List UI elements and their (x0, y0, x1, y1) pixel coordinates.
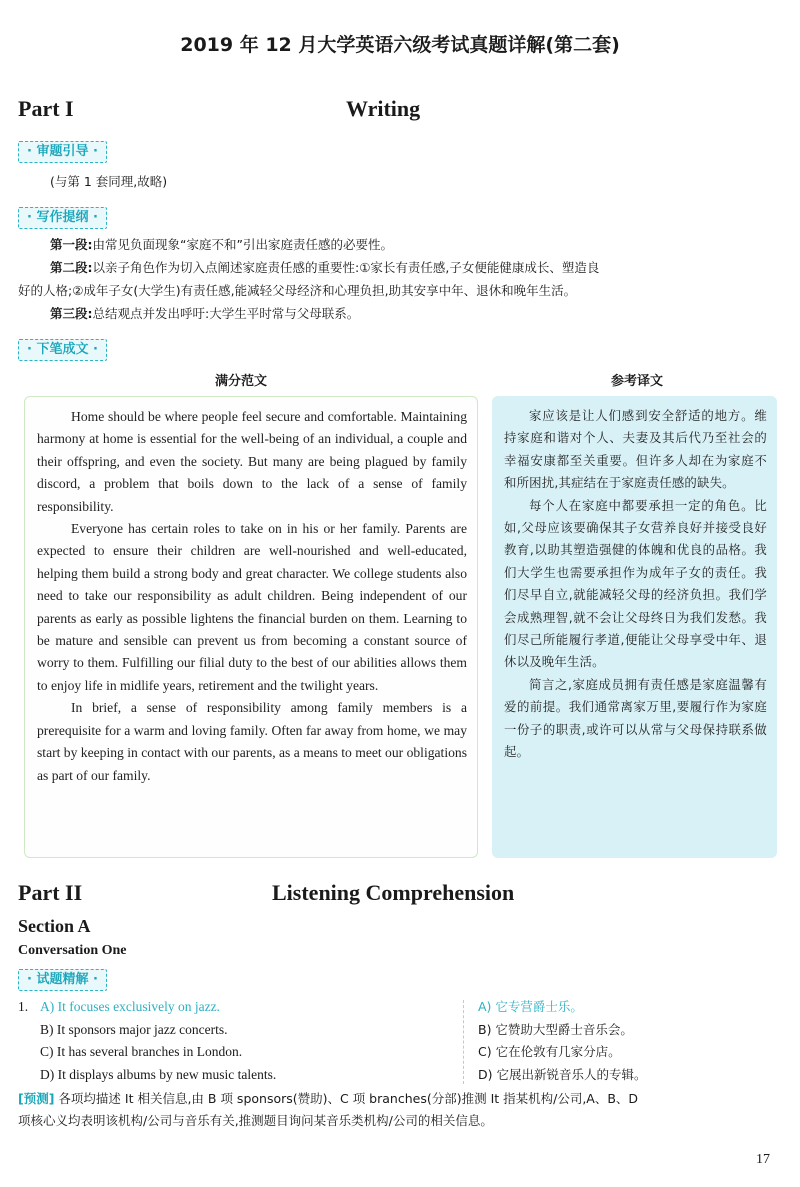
translation-heading: 参考译文 (611, 374, 664, 389)
prediction-line1 (18, 1088, 788, 1109)
translation-box (492, 396, 777, 858)
prediction-text: 各项均描述 It 相关信息,由 B 项 sponsors(赞助)、C 项 branches(分部)推测 It 指某机构/公司,A、B、D (58, 1091, 639, 1106)
option-a-cn: A) 它专营爵士乐。 (478, 999, 583, 1014)
outline-p2 (50, 256, 790, 279)
model-essay-box (24, 396, 478, 858)
conversation-label: Conversation One (18, 943, 127, 958)
part1-heading: Writing (346, 96, 421, 121)
outline-p1-label: 第一段: (50, 237, 93, 252)
page-number: 17 (756, 1152, 770, 1167)
part1-label: Part I (18, 96, 74, 121)
question-options-cn (478, 996, 646, 1086)
outline-p2-label: 第二段: (50, 260, 93, 275)
option-c-cn: C) 它在伦敦有几家分店。 (478, 1044, 621, 1059)
option-b-cn: B) 它赞助大型爵士音乐会。 (478, 1021, 633, 1037)
part2-label: Part II (18, 880, 83, 905)
essay-en-paragraph: In brief, a sense of responsibility among family members is a prerequisite for a warm and loving family. Often far away from home, we may start by keeping in contact with our parents, as a means to meet our obligations as part of our family. (37, 700, 467, 783)
prediction-label: [预测] (18, 1091, 55, 1106)
compose-tag: · 下笔成文 · (18, 339, 107, 361)
option-c-en: C) It has several branches in London. (40, 1044, 243, 1059)
essay-cn-paragraph: 家应该是让人们感到安全舒适的地方。维持家庭和谐对个人、夫妻及其后代乃至社会的幸福安康都至关重要。但许多人却在为家庭不和所困扰,其症结在于家庭责任感的缺失。 (504, 408, 767, 491)
review-text: (与第 1 套同理,故略) (50, 174, 168, 189)
question-number: 1. (18, 999, 29, 1014)
option-a-en: A) It focuses exclusively on jazz. (40, 999, 220, 1014)
model-essay-heading: 满分范文 (215, 374, 268, 389)
outline-p3 (50, 302, 785, 325)
outline-p1 (50, 233, 785, 256)
essay-en-paragraph: Home should be where people feel secure and comfortable. Maintaining harmony at home is essential for the well-being of an individual, a couple and their offspring, and even the society. But many are being plagued by family discord, a problem that boils down to the lack of a sense of family responsibility. (37, 409, 467, 514)
outline-p3-text: 总结观点并发出呼吁:大学生平时常与父母联系。 (92, 306, 360, 321)
option-d-en: D) It displays albums by new music talents. (40, 1066, 277, 1082)
essay-en-paragraph: Everyone has certain roles to take on in his or her family. Parents are expected to ensure their children are well-nourished and well-educated, helping them build a strong body and great character. We college students also need to take our responsibility as adult children. Being independent of our parents as early as possible lightens the financial burden on them. Learning to be mature and sensible can prevent us from becoming a constant source of worry to them. Fulfilling our filial duty to the best of our abilities allows them to enjoy life in midlife years, retirement and the twilight years. (37, 521, 467, 693)
option-b-en: B) It sponsors major jazz concerts. (40, 1021, 228, 1037)
page-title: 2019 年 12 月大学英语六级考试真题详解(第二套) (180, 34, 620, 56)
essay-cn-paragraph: 简言之,家庭成员拥有责任感是家庭温馨有爱的前提。我们通常离家万里,要履行作为家庭一份子的职责,或许可以从常与父母保持联系做起。 (504, 676, 767, 760)
review-tag: · 审题引导 · (18, 141, 107, 163)
section-label: Section A (18, 916, 91, 936)
outline-p3-label: 第三段: (50, 306, 93, 321)
outline-p1-text: 由常见负面现象“家庭不和”引出家庭责任感的必要性。 (92, 237, 393, 252)
outline-p2-text: 以亲子角色作为切入点阐述家庭责任感的重要性:①家长有责任感,子女便能健康成长、塑造良 (92, 260, 600, 275)
outline-tag: · 写作提纲 · (18, 207, 107, 229)
outline-p2-cont: 好的人格;②成年子女(大学生)有责任感,能减轻父母经济和心理负担,助其安享中年、退休和晚年生活。 (18, 283, 577, 298)
prediction-line2: 项核心义均表明该机构/公司与音乐有关,推测题目询问某音乐类机构/公司的相关信息。 (18, 1113, 493, 1128)
column-divider (463, 1000, 464, 1084)
essay-cn-paragraph: 每个人在家庭中都要承担一定的角色。比如,父母应该要确保其子女营养良好并接受良好教育,以助其塑造强健的体魄和优良的品格。我们大学生也需要承担作为成年子女的责任。我们尽早自立,就能减轻父母的经济负担。我们学会成熟理智,就不会让父母终日为我们发愁。我们尽己所能履行孝道,便能让父母享受中年、退休以及晚年生活。 (504, 497, 767, 670)
question-options-en (40, 996, 276, 1086)
analysis-tag: · 试题精解 · (18, 969, 107, 991)
part2-heading: Listening Comprehension (272, 880, 515, 905)
option-d-cn: D) 它展出新锐音乐人的专辑。 (478, 1066, 647, 1082)
